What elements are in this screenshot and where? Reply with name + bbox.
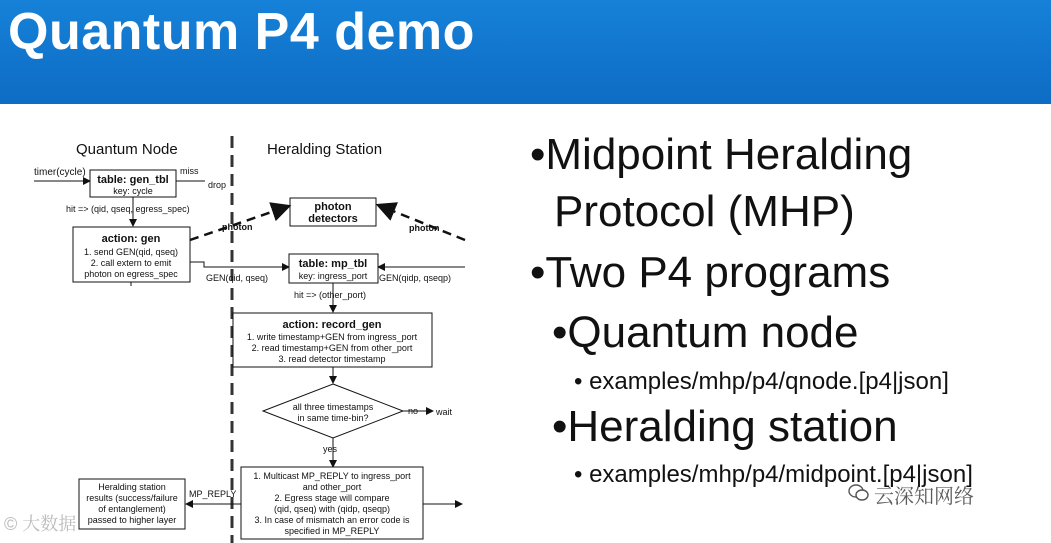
record-step-2: 2. read timestamp+GEN from other_port bbox=[251, 343, 413, 353]
action-gen-step-2: 2. call extern to emit bbox=[90, 258, 172, 268]
bullet-qnode-text: Quantum node bbox=[567, 308, 859, 357]
record-gen-title: action: record_gen bbox=[282, 319, 382, 331]
gen-tbl-title: table: gen_tbl bbox=[97, 174, 169, 186]
detectors-line-1: photon bbox=[314, 201, 352, 213]
mp-tbl-key: key: ingress_port bbox=[298, 271, 368, 281]
photon-right-label: photon bbox=[409, 223, 440, 233]
action-gen-step-1: 1. send GEN(qid, qseq) bbox=[83, 247, 179, 257]
mp-tbl-title: table: mp_tbl bbox=[298, 258, 368, 270]
bullet-qnode: •Quantum node bbox=[552, 308, 859, 357]
yes-label: yes bbox=[323, 444, 338, 454]
bullet-mhp: •Midpoint Heralding bbox=[530, 130, 913, 179]
flow-diagram bbox=[0, 104, 520, 543]
no-label: no bbox=[408, 406, 419, 416]
mp-reply-label: MP_REPLY bbox=[189, 489, 237, 499]
herald-path-text: examples/mhp/p4/midpoint.[p4|json] bbox=[589, 461, 973, 488]
results-line-1: Heralding station bbox=[98, 482, 166, 492]
record-step-3: 3. read detector timestamp bbox=[278, 354, 386, 364]
wechat-icon bbox=[848, 484, 870, 502]
bullet-two-p4-text: Two P4 programs bbox=[545, 248, 891, 297]
title-bar bbox=[0, 0, 1051, 104]
multicast-step-1: 1. Multicast MP_REPLY to ingress_port bbox=[253, 471, 411, 481]
bullet-herald-path: • examples/mhp/p4/midpoint.[p4|json] bbox=[574, 461, 973, 488]
photon-left-label: photon bbox=[222, 222, 253, 232]
quantum-node-header: Quantum Node bbox=[76, 141, 178, 158]
gen-tbl-key: key: cycle bbox=[113, 186, 153, 196]
hit-gen-label: hit => (qid, qseq, egress_spec) bbox=[66, 204, 190, 214]
bullet-herald-text: Heralding station bbox=[567, 402, 898, 451]
timer-label: timer(cycle) bbox=[34, 167, 86, 178]
qnode-path-text: examples/mhp/p4/qnode.[p4|json] bbox=[589, 368, 949, 395]
multicast-step-3b: specified in MP_REPLY bbox=[284, 526, 380, 536]
results-line-4: passed to higher layer bbox=[87, 515, 177, 525]
multicast-step-1b: and other_port bbox=[302, 482, 362, 492]
miss-label: miss bbox=[180, 166, 199, 176]
results-line-3: of entanglement) bbox=[98, 504, 166, 514]
bullet-qnode-path: • examples/mhp/p4/qnode.[p4|json] bbox=[574, 368, 949, 395]
record-step-1: 1. write timestamp+GEN from ingress_port bbox=[246, 332, 418, 342]
results-line-2: results (success/failure bbox=[86, 493, 178, 503]
drop-label: drop bbox=[208, 180, 227, 190]
bullet-herald: •Heralding station bbox=[552, 402, 898, 451]
multicast-step-2: 2. Egress stage will compare bbox=[274, 493, 390, 503]
gen-msg-left: GEN(qid, qseq) bbox=[206, 273, 269, 283]
multicast-step-3: 3. In case of mismatch an error code is bbox=[254, 515, 410, 525]
decision-line-2: in same time-bin? bbox=[297, 413, 369, 423]
wait-label: wait bbox=[436, 407, 453, 417]
bullet-mhp-line-1: Midpoint Heralding bbox=[545, 130, 913, 179]
watermark-right: 云深知网络 bbox=[874, 486, 974, 508]
bullet-mhp-line-2: Protocol (MHP) bbox=[554, 187, 855, 236]
action-gen-title: action: gen bbox=[101, 233, 161, 245]
action-gen-step-3: photon on egress_spec bbox=[84, 269, 178, 279]
gen-msg-right: GEN(qidp, qseqp) bbox=[379, 273, 452, 283]
watermark-left: © 大数据 bbox=[4, 514, 77, 534]
slide-title: Quantum P4 demo bbox=[8, 3, 475, 61]
decision-line-1: all three timestamps bbox=[292, 402, 374, 412]
multicast-step-2b: (qid, qseq) with (qidp, qseqp) bbox=[273, 504, 391, 514]
heralding-station-header: Heralding Station bbox=[267, 141, 383, 158]
detectors-line-2: detectors bbox=[308, 213, 358, 225]
bullet-two-p4: •Two P4 programs bbox=[530, 248, 891, 297]
hit-mp-label: hit => (other_port) bbox=[294, 290, 367, 300]
